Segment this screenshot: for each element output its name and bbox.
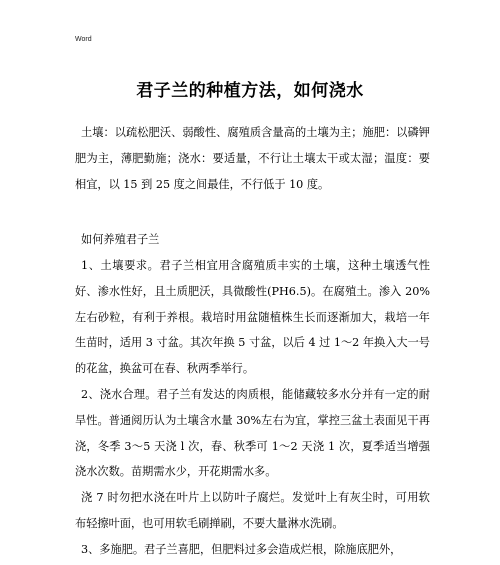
- paragraph-soil: 1、土壤要求。君子兰相宜用含腐殖质丰实的土壤，这种土壤透气性好、渗水性好，且土质肥沃，具微酸性(PH6.5)。在腐殖土。渗入 20%左右砂粒，有利于养根。栽培时用盆随植株生长而逐渐加大，栽培一年生苗时，适用 3 寸盆。其次年换 5 寸盆，以后 4 过 1～2 年换入大一号的花盆，换盆可在春、秋两季举行。: [75, 259, 430, 376]
- paragraph-watering: 2、浇水合理。君子兰有发达的肉质根，能储藏较多水分并有一定的耐旱性。普通阅历认为土壤含水量 30%左右为宜，掌控三盆土表面见干再浇，冬季 3～5 天浇 l 次，春、秋季可 1～2 天浇 1 次，夏季适当增强浇水次数。苗期需水少，开花期需水多。: [75, 388, 430, 479]
- paragraph-leaf-care: 浇 7 时勿把水浇在叶片上以防叶子腐烂。发觉叶上有灰尘时，可用软布轻擦叶面，也可用软毛刷掸刷，不要大量淋水洗刷。: [75, 491, 430, 530]
- app-label: Word: [75, 36, 92, 43]
- intro-paragraph: 土壤：以疏松肥沃、弱酸性、腐殖质含量高的土壤为主；施肥：以磷钾肥为主，薄肥勤施；浇水：要适量，不行让土壤太干或太湿；温度：要相宜，以 15 到 25 度之间最佳，不行低于 10 度。: [75, 126, 430, 191]
- section-heading: 如何养殖君子兰: [81, 233, 160, 246]
- paragraph-fertilizer: 3、多施肥。君子兰喜肥，但肥料过多会造成烂根，除施底肥外，: [81, 543, 402, 556]
- page-title: 君子兰的种植方法，如何浇水: [136, 81, 364, 101]
